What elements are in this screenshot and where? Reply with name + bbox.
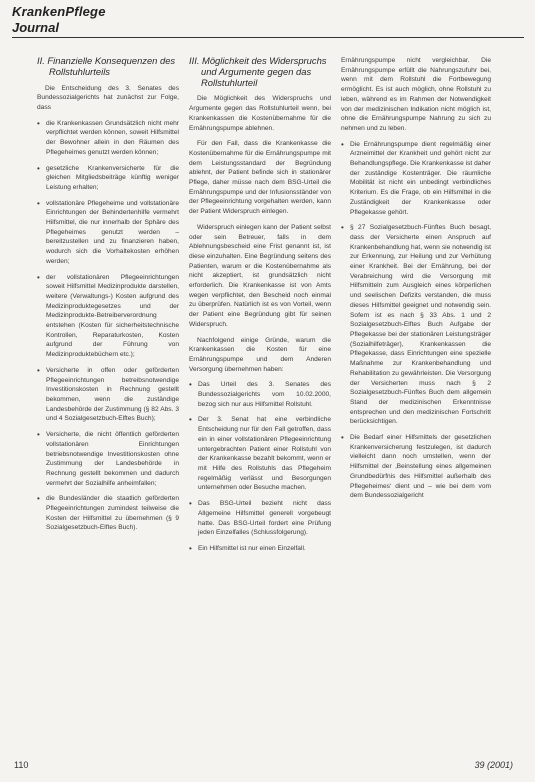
list-item: • Die Bedarf einer Hilfsmittels der gesetzlichen Krankenversicherung festzulegen, ist dadurch vielleicht dann noch umstellen, wenn der Hilfsmittel der ‚Beinstellung eines allgemeinen Grundbedürfnis des Hilfsmittel außerhalb des Pflegeheimes‘ dient und – wie bei dem vom dem Bundessozialgericht: [341, 433, 491, 501]
list-item: • Das BSG-Urteil bezieht nicht dass Allgemeine Hilfsmittel generell vorgebeugt hatte. Das BSG-Urteil fordert eine Prüfung jeden Einzelfalles (Schlussfolgerung).: [189, 499, 331, 538]
list-item: • § 27 Sozialgesetzbuch-Fünftes Buch besagt, dass der Versicherte einen Anspruch auf Krankenbehandlung hat, wenn sie notwendig ist zur Erkennung, zur Heilung und zur Verhütung einer Krankheit. Bei der Ernährung, bei der Verabreichung wird die Versorgung mit Hilfsmitteln zum Ausgleich eines körperlichen und seelischen Defizits verstanden, die muss dieses Hilfsmittel geeignet und notwendig sein. Sofern ist es nach § 33 Abs. 1 und 2 Sozialgesetzbuch-Elftes Buch Aufgabe der Pflegekasse bei der stationären Leistungsträger (Sozialhilfeträger), Krankenkassen die Pflegekasse, dass Einrichtungen eine spezielle Maßnahme zur Krankenbehandlung und Rehabilitation zu gewährleisten. Die Versorgung der Versicherten muss nach § 2 Sozialgesetzbuch-Fünftes Buch dem allgemein Stand der medizinischen Erkenntnisse entsprechen und den medizinischen Fortschritt berücksichtigen.: [341, 223, 491, 427]
paragraph: Die Möglichkeit des Widerspruchs und Argumente gegen das Rollstuhlurteil wenn, bei Krankenkassen die Kostenübernahme für die Ernährungspumpe ablehnen.: [189, 95, 331, 132]
list-item: • der vollstationären Pflegeeinrichtungen soweit Hilfsmittel Medizinprodukte darstellen, weitere (Verwaltungs-) Kosten aufgrund des Medizinproduktegesetzes und der Medizinprodukte-Betreiberverordnung entstehen (Kosten für sicherheitstechnische Kontrollen, Reparaturkosten, Kosten aufgrund der Führung von Medizinproduktebüchern etc.);: [37, 273, 179, 360]
list-item: • vollstationäre Pflegeheime und vollstationäre Einrichtungen der Behindertenhilfe vermehrt Hilfsmittel, die nur innerhalb der Sphäre des Pflegeheimes genutzt werden – bereitzustellen und zu finanzieren haben, wodurch sich die Vorhaltekosten erhöhen werden;: [37, 199, 179, 267]
list-item: • Versicherte, die nicht öffentlich geförderten vollstationären Einrichtungen betriebsnotwendige Investitionskosten ohne Zustimmung der Landesbehörde in Rechnung gestellt bekommen und dadurch vermehrt der Sozialhilfe anheimfallen;: [37, 430, 179, 488]
list-item: • Ein Hilfsmittel ist nur einen Einzelfall.: [189, 544, 331, 554]
argument-list-continued: [341, 140, 491, 501]
page-number: 110: [14, 760, 29, 770]
paragraph: Widerspruch einlegen kann der Patient selbst oder sein Betreuer, falls in dem Ablehnungsbescheid eine Frist genannt ist, ist diese einzuhalten. Eine Begründung seitens des Patienten, warum er die Kostenübernahme als nicht akzeptiert, ist grundsätzlich nicht erforderlich. Die Krankenkasse ist von Amts wegen verpflichtet, den Bescheid noch einmal zu überprüfen. Natürlich ist es von Vorteil, wenn der Patient eine Begründung gibt für seinen Widerspruch.: [189, 223, 331, 328]
list-item: • die Krankenkassen Grundsätzlich nicht mehr verpflichtet werden können, soweit Hilfsmittel der Bewohner allein in den Räumen des Pflegeheimes genutzt werden können;: [37, 119, 179, 158]
list-item: • Das Urteil des 3. Senates des Bundessozialgerichts vom 10.02.2000, bezog sich nur aus Hilfsmittel Rollstuhl.: [189, 380, 331, 409]
column-2: [189, 56, 331, 746]
continued-paragraph: Ernährungspumpe nicht vergleichbar. Die Ernährungspumpe erfüllt die Nahrungszufuhr bei, wenn mit dem Rollstuhl die Fortbewegung ermöglicht. Es ist auch möglich, ohne Rollstuhl zu leben, während es im Rahmen der Notwendigkeit von der medizinischen Indikation nicht möglich ist, ohne die Ernährungspumpe Nahrung zu sich zu nehmen und zu leben.: [341, 57, 491, 132]
magazine-brand: KrankenPflege: [12, 4, 106, 19]
intro-paragraph: Die Entscheidung des 3. Senates des Bundessozialgerichts hat zunächst zur Folge, dass: [37, 84, 179, 111]
list-item: • die Bundesländer die staatlich geförderten Pflegeeinrichtungen zumindest teilweise die Kosten der Hilfsmittel zu übernehmen (§ 9 Sozialgesetzbuch-Elftes Buch).: [37, 494, 179, 533]
argument-list: [189, 380, 331, 553]
section-title: Journal: [12, 20, 59, 35]
paragraph: Nachfolgend einige Gründe, warum die Krankenkassen die Kosten für eine Ernährungspumpe und dem Anderen Versorgung übernehmen haben:: [189, 336, 331, 373]
issue-number: 39 (2001): [474, 760, 513, 770]
section-heading-2: II. Finanzielle Konsequenzen des Rollstuhlurteils: [37, 56, 176, 77]
list-item: • gesetzliche Krankenversicherte für die gleichen Mitgliedsbeiträge künftig weniger Leistung erhalten;: [37, 164, 179, 193]
column-3: [341, 56, 491, 746]
list-item: • Der 3. Senat hat eine verbindliche Entscheidung nur für den Fall getroffen, dass ein in einer vollstationären Pflegeeinrichtung untergebrachten Patient einer Rollstuhl von der Krankenkasse bezahlt bekommt, wenn er mit Hilfe des Rollstuhls das Pflegeheim regelmäßig verlässt und Besorgungen unternehmen oder Besuche machen.: [189, 415, 331, 493]
section-heading-3: III. Möglichkeit des Widerspruchs und Argumente gegen das Rollstuhlurteil: [189, 56, 327, 88]
paragraph: Für den Fall, dass die Krankenkasse die Kostenübernahme für die Ernährungspumpe mit dem Leistungsstandard der Begründung ablehnt, der Patient befinde sich in stationärer Pflege, daher müsse nach dem BSG-Urteil die Ernährungspumpe und der Infusionsständer von der Pflegeeinrichtung vorgehalten werden, kann der Patient Widerspruch einlegen.: [189, 140, 331, 216]
column-1: [37, 56, 179, 746]
header-rule: [12, 37, 524, 38]
consequence-list: [37, 119, 179, 533]
masthead: [12, 4, 524, 42]
list-item: • Versicherte in offen oder geförderten Pflegeeinrichtungen betreibsnotwendige Investitionskosten in Rechnung gestellt bekommen, wenn die zuständige Landesbehörde der Zustimmung (§ 82 Abs. 3 und 4 Sozialgesetzbuch-Elftes Buch);: [37, 366, 179, 424]
list-item: • Die Ernährungspumpe dient regelmäßig einer Arzneimittel der Krankheit und gehört nicht zur Behandlungspflege. Die Krankenkasse ist daher der zuständige Kostenträger. Die räumliche Mobilität ist nicht ein unbedingt verbindliches Kriterium. Es die Frage, ob ein Hilfsmittel in die Zuständigkeit der Krankenkasse oder Pflegekasse gehört.: [341, 140, 491, 218]
